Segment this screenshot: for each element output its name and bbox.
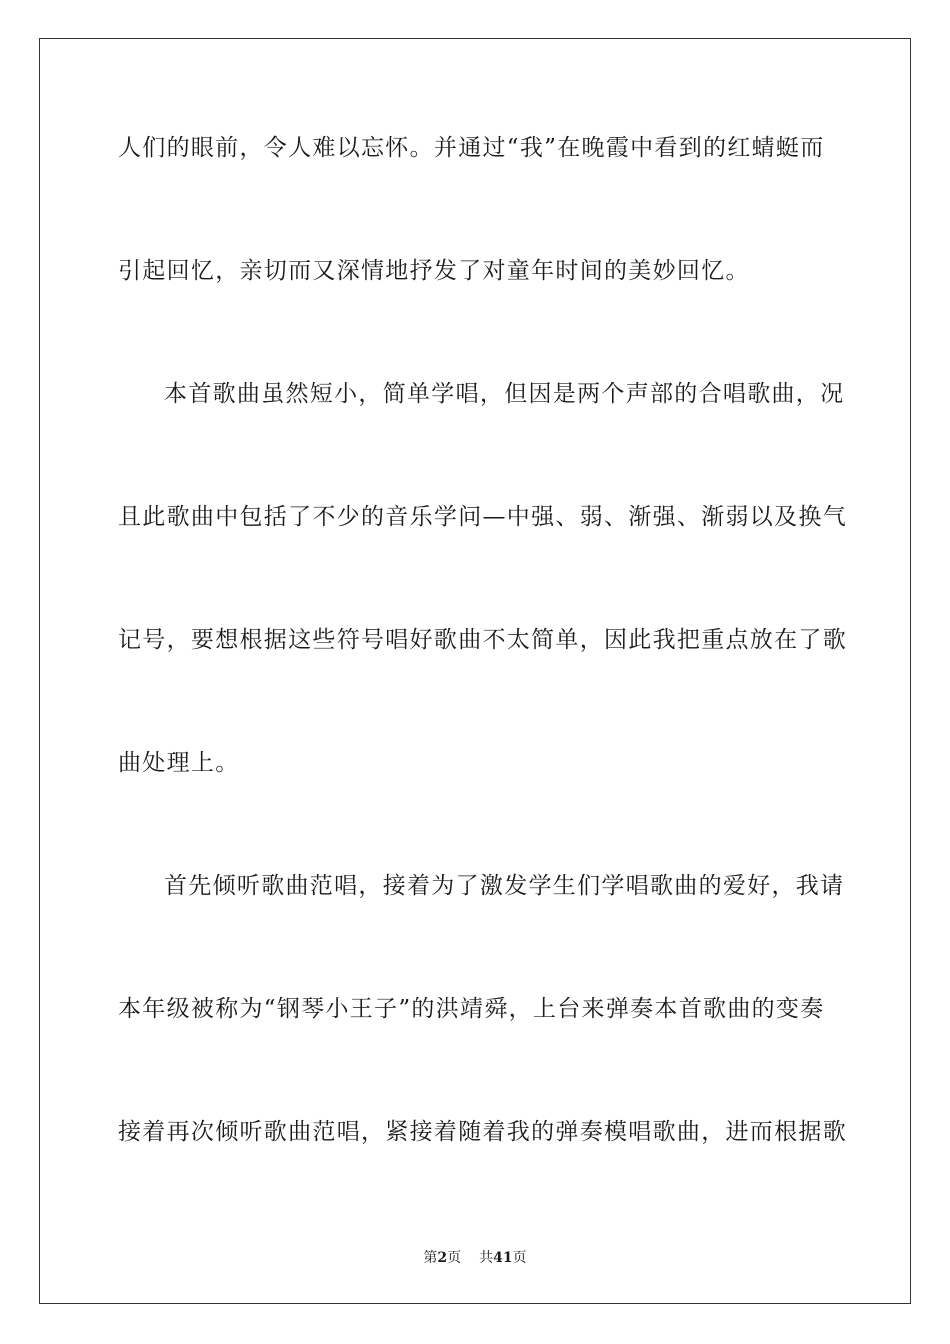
text-line: 接着再次倾听歌曲范唱，紧接着随着我的弹奏模唱歌曲，进而根据歌: [118, 1119, 847, 1145]
text-line: 记号，要想根据这些符号唱好歌曲不太简单，因此我把重点放在了歌: [118, 627, 847, 653]
page-footer: [0, 1247, 950, 1267]
paragraph-start-line: 本首歌曲虽然短小，简单学唱，但因是两个声部的合唱歌曲，况: [164, 381, 845, 407]
total-pages: 41: [493, 1250, 513, 1266]
text-line: 人们的眼前，令人难以忘怀。并通过“我”在晚霞中看到的红蜻蜓而: [118, 135, 825, 161]
page-suffix: 页: [447, 1250, 462, 1266]
paragraph-start-line: 首先倾听歌曲范唱，接着为了激发学生们学唱歌曲的爱好，我请: [164, 873, 845, 899]
total-suffix: 页: [512, 1250, 527, 1266]
text-line: 曲处理上。: [118, 750, 240, 776]
text-line: 且此歌曲中包括了不少的音乐学问—中强、弱、渐强、渐弱以及换气: [118, 504, 847, 530]
document-body: [118, 124, 847, 1157]
total-prefix: 共: [479, 1250, 494, 1266]
text-line: 引起回忆，亲切而又深情地抒发了对童年时间的美妙回忆。: [118, 258, 750, 284]
page-number: 2: [437, 1250, 448, 1266]
text-line: 本年级被称为“钢琴小王子”的洪靖舜，上台来弹奏本首歌曲的变奏: [118, 996, 825, 1022]
page-prefix: 第: [423, 1250, 438, 1266]
